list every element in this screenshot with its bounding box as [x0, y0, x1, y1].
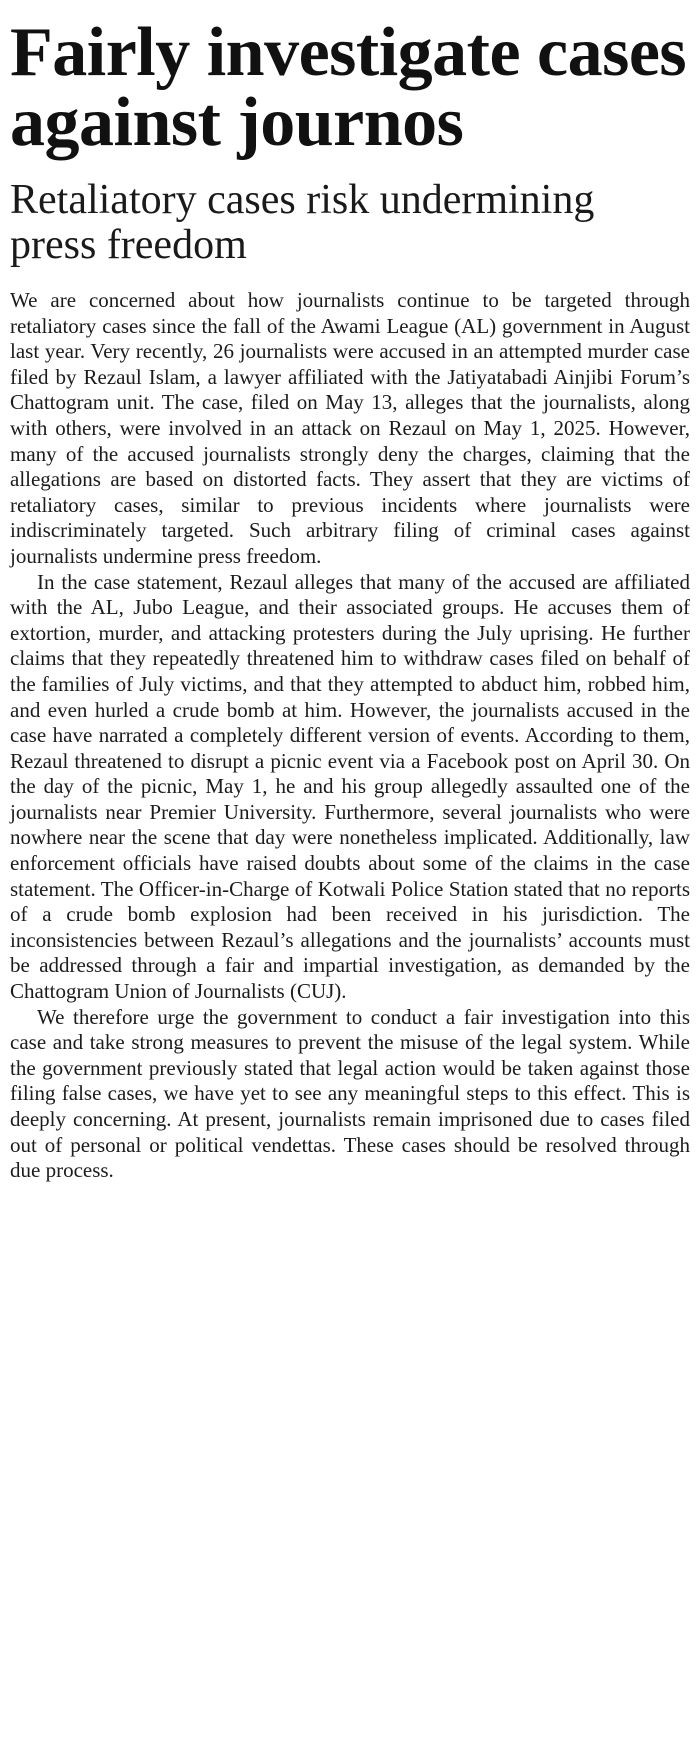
subheadline: Retaliatory cases risk undermining press freedom [10, 177, 595, 268]
editorial-article [10, 14, 690, 1184]
headline: Fairly investigate cases against journos [10, 14, 687, 161]
article-body [10, 288, 690, 1184]
paragraph-3: We therefore urge the government to conduct a fair investigation into this case and take strong measures to prevent the misuse of the legal system. While the government previously stated that legal action would be taken against those filing false cases, we have yet to see any meaningful steps to this effect. This is deeply concerning. At present, journalists remain imprisoned due to cases filed out of personal or political vendettas. These cases should be resolved through due process. [10, 1004, 690, 1183]
paragraph-2: In the case statement, Rezaul alleges that many of the accused are affiliated with the AL, Jubo League, and their associated groups. He accuses them of extortion, murder, and attacking protesters during the July uprising. He further claims that they repeatedly threatened him to withdraw cases filed on behalf of the families of July victims, and that they attempted to abduct him, robbed him, and even hurled a crude bomb at him. However, the journalists accused in the case have narrated a completely different version of events. According to them, Rezaul threatened to disrupt a picnic event via a Facebook post on April 30. On the day of the picnic, May 1, he and his group allegedly assaulted one of the journalists near Premier University. Furthermore, several journalists who were nowhere near the scene that day were nonetheless implicated. Additionally, law enforcement officials have raised doubts about some of the claims in the case statement. The Officer-in-Charge of Kotwali Police Station stated that no reports of a crude bomb explosion had been received in his jurisdiction. The inconsistencies between Rezaul’s allegations and the journalists’ accounts must be addressed through a fair and impartial investigation, as demanded by the Chattogram Union of Journalists (CUJ). [10, 569, 690, 1004]
paragraph-1: We are concerned about how journalists continue to be targeted through retaliatory cases since the fall of the Awami League (AL) government in August last year. Very recently, 26 journalists were accused in an attempted murder case filed by Rezaul Islam, a lawyer affiliated with the Jatiyatabadi Ainjibi Forum’s Chattogram unit. The case, filed on May 13, alleges that the journalists, along with others, were involved in an attack on Rezaul on May 1, 2025. However, many of the accused journalists strongly deny the charges, claiming that the allegations are based on distorted facts. They assert that they are victims of retaliatory cases, similar to previous incidents where journalists were indiscriminately targeted. Such arbitrary filing of criminal cases against journalists undermine press freedom. [10, 288, 690, 568]
